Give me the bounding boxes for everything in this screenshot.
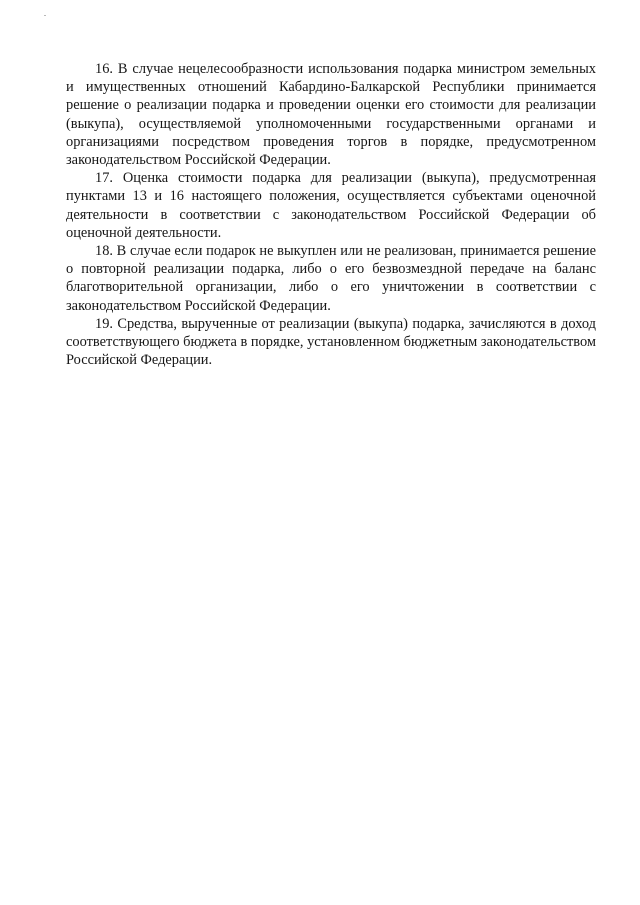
paragraph-17: 17. Оценка стоимости подарка для реализации (выкупа), предусмотренная пунктами 13 и 16 настоящего положения, осуществляется субъектами оценочной деятельности в соответствии с законодательством Российской Федерации об оценочной деятельности. [66, 170, 596, 241]
paragraph-16: 16. В случае нецелесообразности использования подарка министром земельных и имущественных отношений Кабардино-Балкарской Республики принимается решение о реализации подарка и проведении оценки его стоимости для реализации (выкупа), осуществляемой уполномоченными государственными органами и организациями посредством проведения торгов в порядке, предусмотренном законодательством Российской Федерации. [66, 61, 596, 169]
paragraph-19: 19. Средства, вырученные от реализации (выкупа) подарка, зачисляются в доход соответствующего бюджета в порядке, установленном бюджетным законодательством Российской Федерации. [66, 315, 596, 369]
document-body [66, 60, 596, 369]
paragraph-18: 18. В случае если подарок не выкуплен или не реализован, принимается решение о повторной реализации подарка, либо о его безвозмездной передаче на баланс благотворительной организации, либо о его уничтожении в соответствии с законодательством Российской Федерации. [66, 243, 596, 314]
scan-speck [44, 15, 46, 16]
